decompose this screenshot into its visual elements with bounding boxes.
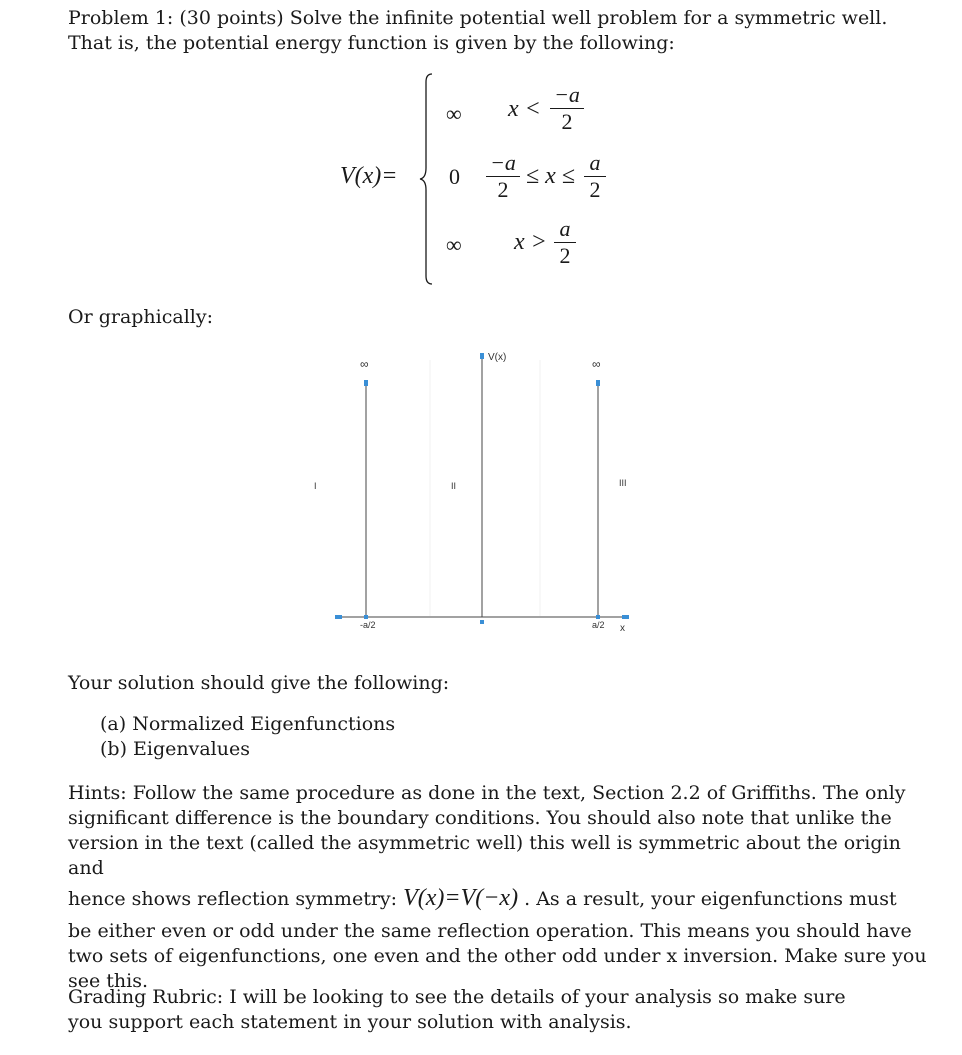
list-item: (a) Normalized Eigenfunctions	[100, 713, 396, 735]
right-tick-marker	[596, 615, 600, 619]
row2-middle: ≤ x ≤	[526, 163, 575, 189]
right-wall-infinity-label: ∞	[592, 357, 601, 371]
left-wall-top-marker	[364, 380, 368, 386]
list-item: (b) Eigenvalues	[100, 738, 250, 760]
row3-fraction: a 2	[554, 216, 576, 269]
row3-value: ∞	[446, 232, 462, 257]
row1-value: ∞	[446, 101, 462, 126]
symmetry-equation: V(x)=V(−x)	[403, 885, 519, 911]
potential-lhs: V(x)=	[340, 163, 398, 189]
row2-upper-fraction: a 2	[584, 150, 606, 203]
origin-marker	[480, 620, 484, 624]
or-graphically-label: Or graphically:	[68, 306, 214, 328]
region-label-1: I	[314, 481, 317, 491]
x-axis-left-marker	[335, 615, 342, 619]
right-tick-label: a/2	[592, 620, 605, 630]
left-wall-infinity-label: ∞	[360, 357, 369, 371]
hints-paragraph: Hints: Follow the same procedure as done in the text, Section 2.2 of Griffiths. The only significant difference is the boundary conditions. You should also note that unlike the version in the text (called the asymmetric well) this well is symmetric about the origin and hence shows reflection symmetry: V(x)=V(−x) . As a result, your eigenfunctions must be either even or odd under the same reflection operation. This means you should have two sets of eigenfunctions, one even and the other odd under x inversion. Make sure you see this.	[68, 782, 927, 992]
problem-header: Problem 1: (30 points) Solve the infinite potential well problem for a symmetric well. That is, the potential energy function is given by the following:	[68, 7, 888, 54]
region-label-2: II	[451, 481, 457, 491]
row1-fraction: −a 2	[550, 82, 584, 135]
v-axis-label: V(x)	[488, 352, 507, 363]
x-axis-label: x	[620, 623, 625, 634]
left-tick-label: -a/2	[360, 620, 376, 630]
left-tick-marker	[364, 615, 368, 619]
v-axis-arrow-marker	[480, 353, 484, 359]
grading-rubric: Grading Rubric: I will be looking to see the details of your analysis so make sure you support each statement in your solution with analysis.	[68, 986, 846, 1033]
solution-intro: Your solution should give the following:	[68, 672, 450, 694]
row2-value: 0	[449, 164, 460, 189]
row3-condition: x >	[514, 229, 547, 255]
row2-lower-fraction: −a 2	[486, 150, 520, 203]
x-axis-right-marker	[622, 615, 629, 619]
deliverables-list	[100, 712, 800, 762]
region-label-3: III	[619, 478, 627, 488]
right-wall-top-marker	[596, 380, 600, 386]
row1-condition: x <	[508, 96, 541, 122]
